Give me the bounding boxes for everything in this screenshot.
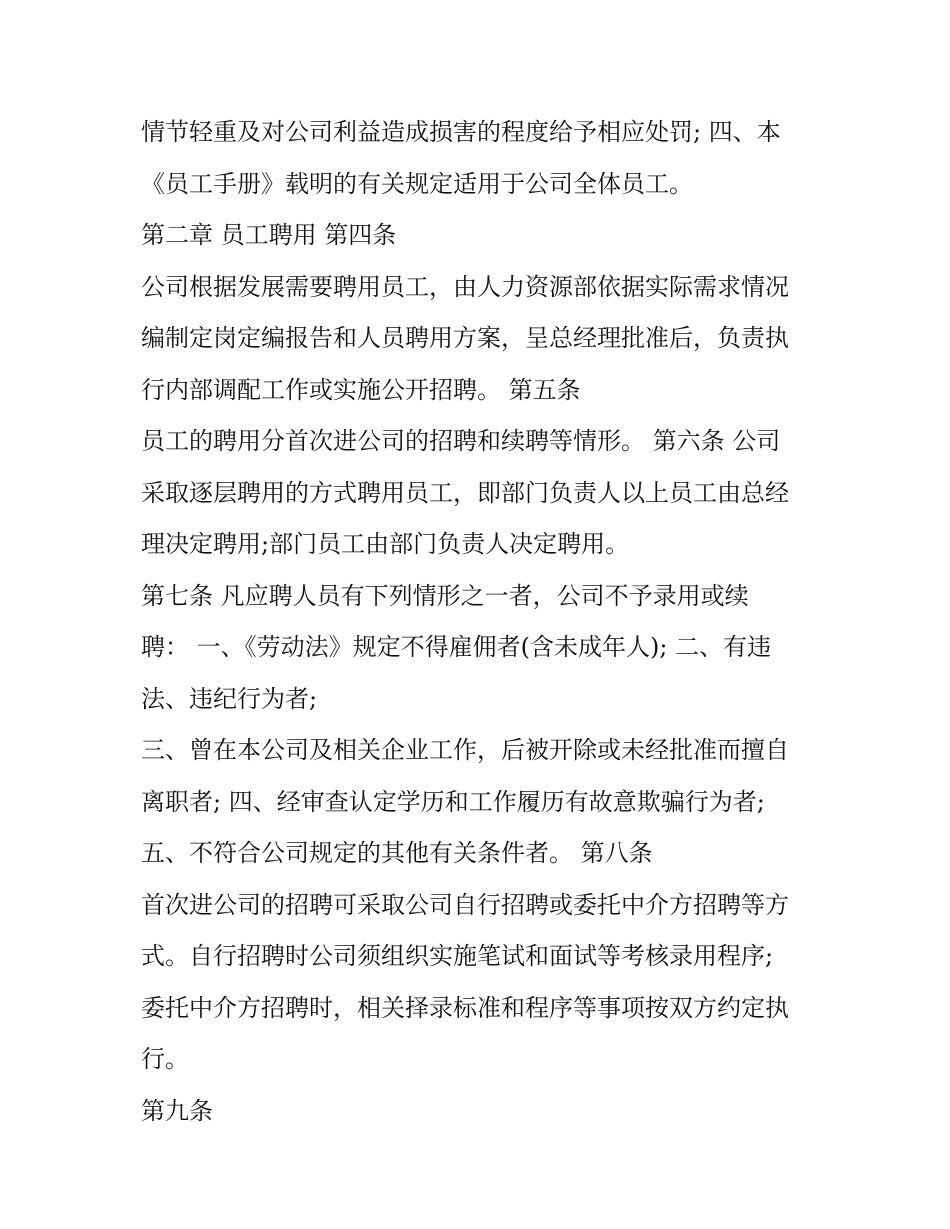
text-line: 理决定聘用;部门员工由部门负责人决定聘用。 [141, 530, 630, 558]
text-line: 第二章 员工聘用 第四条 [141, 221, 397, 249]
text-line: 行。 [141, 1045, 189, 1073]
text-line: 公司根据发展需要聘用员工，由人力资源部依据实际需求情况 [141, 272, 789, 301]
text-line: 编制定岗定编报告和人员聘用方案，呈总经理批准后，负责执 [141, 324, 789, 352]
text-line: 首次进公司的招聘可采取公司自行招聘或委托中介方招聘等方 [141, 890, 789, 919]
text-line: 聘： 一、《劳动法》规定不得雇佣者(含未成年人); 二、有违 [141, 633, 772, 661]
document-body [141, 107, 821, 1137]
text-line: 五、不符合公司规定的其他有关条件者。 第八条 [141, 839, 653, 867]
text-line: 三、曾在本公司及相关企业工作，后被开除或未经批准而擅自 [141, 736, 789, 764]
text-line: 第九条 [141, 1096, 213, 1125]
text-line: 法、违纪行为者; [141, 684, 318, 713]
text-line: 情节轻重及对公司利益造成损害的程度给予相应处罚; 四、本 [141, 118, 781, 146]
text-line: 离职者; 四、经审查认定学历和工作履历有故意欺骗行为者; [141, 787, 765, 816]
text-line: 采取逐层聘用的方式聘用员工，即部门负责人以上员工由总经 [141, 478, 789, 507]
text-line: 员工的聘用分首次进公司的招聘和续聘等情形。 第六条 公司 [141, 427, 781, 455]
text-line: 委托中介方招聘时，相关择录标准和程序等事项按双方约定执 [141, 993, 789, 1022]
text-line: 《员工手册》载明的有关规定适用于公司全体员工。 [141, 169, 693, 198]
text-line: 行内部调配工作或实施公开招聘。 第五条 [141, 375, 581, 404]
text-line: 式。自行招聘时公司须组织实施笔试和面试等考核录用程序; [141, 942, 774, 970]
text-line: 第七条 凡应聘人员有下列情形之一者，公司不予录用或续 [141, 581, 749, 610]
